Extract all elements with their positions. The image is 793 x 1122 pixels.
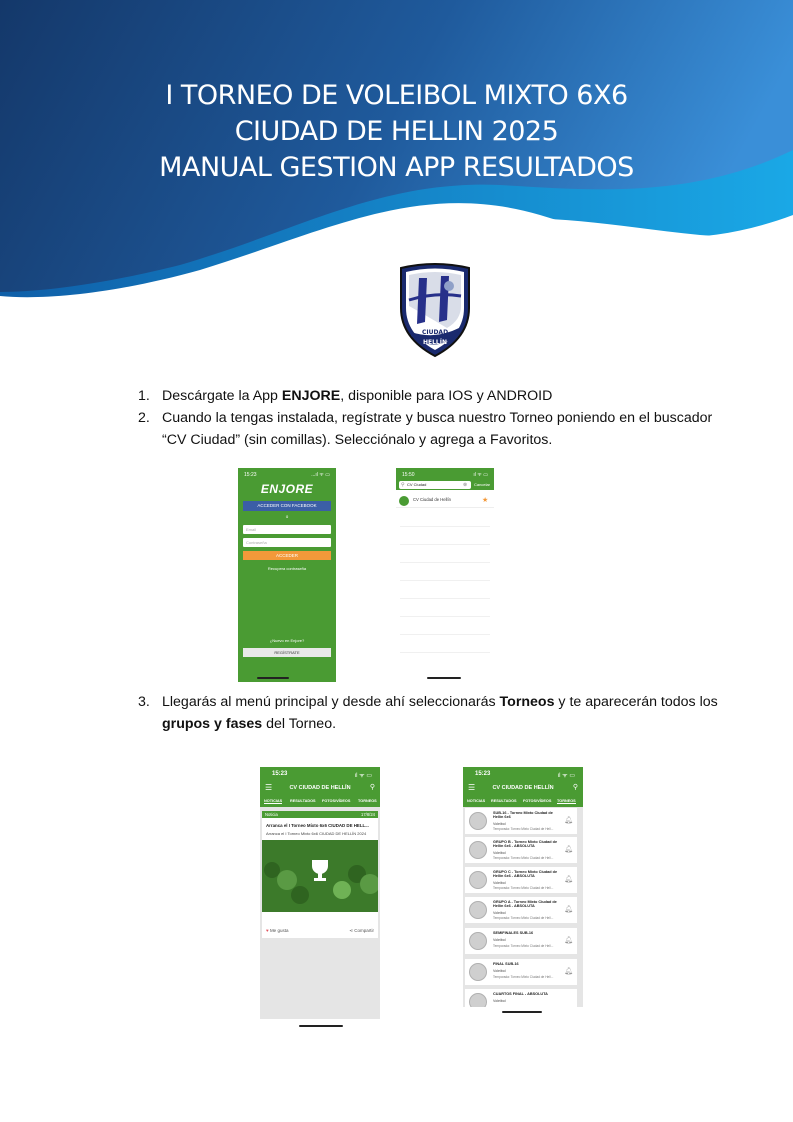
search-status-icons: ıl ᯤ ▭ <box>473 472 488 478</box>
volleyball-icon <box>469 993 487 1007</box>
tournament-item[interactable] <box>465 837 577 863</box>
title-line-1: I TORNEO DE VOLEIBOL MIXTO 6X6 <box>165 80 628 111</box>
step-3-number: 3. <box>138 694 150 710</box>
menu-icon[interactable]: ☰ <box>265 783 273 792</box>
share-button[interactable] <box>349 928 374 934</box>
screenshot-search <box>396 468 494 682</box>
tournament-sport: Voleibol <box>493 969 506 973</box>
search-result-item[interactable] <box>396 494 494 508</box>
empty-divider <box>400 544 490 545</box>
clear-search-icon[interactable]: ⊗ <box>463 482 468 488</box>
screenshot-login <box>238 468 336 682</box>
like-label: Me gusta <box>269 928 289 933</box>
step-2 <box>138 407 758 451</box>
like-button[interactable] <box>266 928 288 933</box>
new-user-text: ¿Nuevo en Enjore? <box>269 638 305 643</box>
news-tag-bar <box>262 811 378 818</box>
tournament-item[interactable] <box>465 867 577 893</box>
tournament-season: Temporada: Torneo Mixto Ciudad de Hell... <box>493 975 554 979</box>
news-home-indicator <box>299 1025 343 1027</box>
groups-status-time: 15:23 <box>475 771 491 777</box>
tournament-name: GRUPO A - Torneo Mixto Ciudad de Hellín 6x6 - ABSOLUTA <box>493 900 557 909</box>
tournament-item[interactable] <box>465 897 577 923</box>
empty-divider <box>400 526 490 527</box>
news-subline: Arranca el I Torneo Mixto 6x6 CIUDAD DE HELLÍN 2024 <box>266 831 367 836</box>
crest-text-hellin: HELLÍN <box>422 339 448 346</box>
notification-bell-icon[interactable]: 🔔︎ <box>564 846 573 853</box>
tournament-name: FINAL SUB-16 <box>493 962 519 966</box>
groups-status-icons: ıl ᯤ ▭ <box>557 773 575 779</box>
title-line-3: MANUAL GESTION APP RESULTADOS <box>159 152 634 183</box>
step-2-line-1: Cuando la tengas instalada, regístrate y busca nuestro Torneo poniendo en el buscador <box>162 410 713 426</box>
tab-torneos[interactable]: TORNEOS <box>358 799 377 803</box>
page-title <box>0 78 793 186</box>
facebook-login-button[interactable]: ACCEDER CON FACEBOOK <box>243 501 331 511</box>
volleyball-icon <box>469 963 487 981</box>
news-status-time: 15:23 <box>272 771 288 777</box>
news-date: 17/8/24 <box>361 812 375 817</box>
tournament-item[interactable] <box>465 959 577 985</box>
tournament-sport: Voleibol <box>493 881 506 885</box>
step-3 <box>138 691 758 735</box>
tab-resultados[interactable]: RESULTADOS <box>290 799 316 803</box>
search-icon: ⚲ <box>401 482 405 488</box>
search-result-name: CV Ciudad de Hellín <box>413 497 451 502</box>
email-field[interactable]: Email <box>243 525 331 534</box>
login-status-icons: ...ıl ᯤ ▭ <box>311 472 330 478</box>
news-photo <box>262 840 378 912</box>
groups-app-title: CV CIUDAD DE HELLÍN <box>492 785 554 791</box>
step-1-text-post: , disponible para IOS y ANDROID <box>340 388 553 404</box>
title-line-2: CIUDAD DE HELLIN 2025 <box>234 116 559 147</box>
tournament-sport: Voleibol <box>493 851 506 855</box>
empty-divider <box>400 598 490 599</box>
step-3-text-c: y te aparecerán todos los <box>554 694 718 710</box>
tournament-season: Temporada: Torneo Mixto Ciudad de Hell... <box>493 916 554 920</box>
tab-resultados[interactable]: RESULTADOS <box>491 799 517 803</box>
tournament-sport: Voleibol <box>493 822 506 826</box>
team-photo-illustration <box>262 840 378 912</box>
empty-divider <box>400 562 490 563</box>
show-password-icon[interactable]: ◉ <box>326 541 331 547</box>
tournament-season: Temporada: Torneo Mixto Ciudad de Hell... <box>493 827 554 831</box>
search-icon[interactable]: ⚲ <box>369 784 375 791</box>
search-icon[interactable]: ⚲ <box>572 784 578 791</box>
login-brand: ENJORE <box>260 482 314 496</box>
groups-home-indicator <box>502 1011 542 1013</box>
share-label: Compartir <box>354 928 374 933</box>
tournament-season: Temporada: Torneo Mixto Ciudad de Hell... <box>493 944 554 948</box>
tournament-name: SEMIFINALES SUB-16 <box>493 931 534 935</box>
volleyball-icon <box>469 932 487 950</box>
register-button[interactable]: REGÍSTRATE <box>243 648 331 657</box>
notification-bell-icon[interactable]: 🔔︎ <box>564 937 573 944</box>
empty-divider <box>400 616 490 617</box>
tab-noticias[interactable]: NOTICIAS <box>264 799 283 803</box>
steps-list-top <box>138 385 758 451</box>
empty-divider <box>400 634 490 635</box>
recover-password-link[interactable]: Recupera contraseña <box>267 566 307 571</box>
news-tag: Noticia <box>265 812 278 817</box>
tournament-name: CUARTOS FINAL - ABSOLUTA <box>493 992 548 996</box>
login-home-indicator <box>257 677 289 679</box>
tournament-sport: Voleibol <box>493 999 506 1003</box>
tournament-season: Temporada: Torneo Mixto Ciudad de Hell... <box>493 856 554 860</box>
notification-bell-icon[interactable]: 🔔︎ <box>564 876 573 883</box>
tournament-name: GRUPO C - Torneo Mixto Ciudad de Hellín 6x6 - ABSOLUTA <box>493 870 558 879</box>
volleyball-icon <box>469 871 487 889</box>
step-2-number: 2. <box>138 410 150 426</box>
tab-fotos-videos[interactable]: FOTOS/VÍDEOS <box>322 799 351 803</box>
news-headline: Arranca el I Torneo Mixto 6x6 CIUDAD DE HELL... <box>266 823 369 828</box>
tournament-item[interactable] <box>465 928 577 954</box>
step-1-app-name: ENJORE <box>281 388 341 404</box>
steps-list-bottom <box>138 691 758 735</box>
empty-divider <box>400 580 490 581</box>
share-icon: ⋖ <box>349 928 353 933</box>
news-status-icons: ıl ᯤ ▭ <box>354 773 372 779</box>
step-3-grupos-fases: grupos y fases <box>162 716 263 732</box>
tournament-item[interactable] <box>465 808 577 834</box>
volleyball-icon <box>469 901 487 919</box>
tournament-sport: Voleibol <box>493 938 506 942</box>
heart-icon: ♥ <box>266 928 269 933</box>
tab-fotos-videos[interactable]: FOTOS/VÍDEOS <box>523 799 552 803</box>
favorite-star-icon[interactable]: ★ <box>482 497 489 504</box>
notification-bell-icon[interactable]: 🔔︎ <box>564 968 573 975</box>
step-3-torneos: Torneos <box>499 694 555 710</box>
step-1-number: 1. <box>138 388 150 404</box>
tournament-name: SUB-16 - Torneo Mixto Ciudad de Hellín 6x6 <box>493 811 553 820</box>
step-3-line-2 <box>162 713 758 735</box>
search-input[interactable]: CV Ciudad <box>399 481 471 489</box>
notification-bell-icon[interactable]: 🔔︎ <box>564 817 573 824</box>
notification-bell-icon[interactable]: 🔔︎ <box>564 906 573 913</box>
tab-torneos[interactable]: TORNEOS <box>557 799 576 803</box>
step-1-text-pre: Descárgate la App <box>162 388 282 404</box>
volleyball-icon <box>469 812 487 830</box>
tournament-name: GRUPO B - Torneo Mixto Ciudad de Hellín 6x6 - ABSOLUTA <box>493 840 558 849</box>
password-field[interactable]: Contraseña <box>243 538 331 547</box>
news-app-title: CV CIUDAD DE HELLÍN <box>289 785 351 791</box>
crest-text-ciudad: CIUDAD <box>421 329 449 336</box>
volleyball-icon <box>469 841 487 859</box>
tab-noticias[interactable]: NOTICIAS <box>467 799 486 803</box>
cancel-search-button[interactable]: Cancelar <box>474 482 491 487</box>
login-status-time: 15:23 <box>244 472 257 478</box>
search-status-time: 15:50 <box>402 472 415 478</box>
tournament-season: Temporada: Torneo Mixto Ciudad de Hell... <box>493 886 554 890</box>
access-button[interactable]: ACCEDER <box>243 551 331 560</box>
club-avatar <box>399 496 409 506</box>
step-3-text-e: del Torneo. <box>262 716 337 732</box>
screenshot-tournaments <box>463 767 583 1007</box>
empty-divider <box>400 652 490 653</box>
tournament-sport: Voleibol <box>493 911 506 915</box>
login-or: o <box>285 514 289 519</box>
tournament-item[interactable] <box>465 989 577 1007</box>
step-1 <box>138 385 758 407</box>
step-3-text-a: Llegarás al menú principal y desde ahí seleccionarás <box>162 694 500 710</box>
search-home-indicator <box>427 677 461 679</box>
club-crest-logo <box>397 262 473 358</box>
step-3-line-1 <box>162 691 758 713</box>
news-card[interactable] <box>262 818 378 938</box>
screenshot-news <box>260 767 380 1019</box>
menu-icon[interactable]: ☰ <box>468 783 476 792</box>
step-2-line-2: “CV Ciudad” (sin comillas). Selecciónalo y agrega a Favoritos. <box>162 432 553 448</box>
